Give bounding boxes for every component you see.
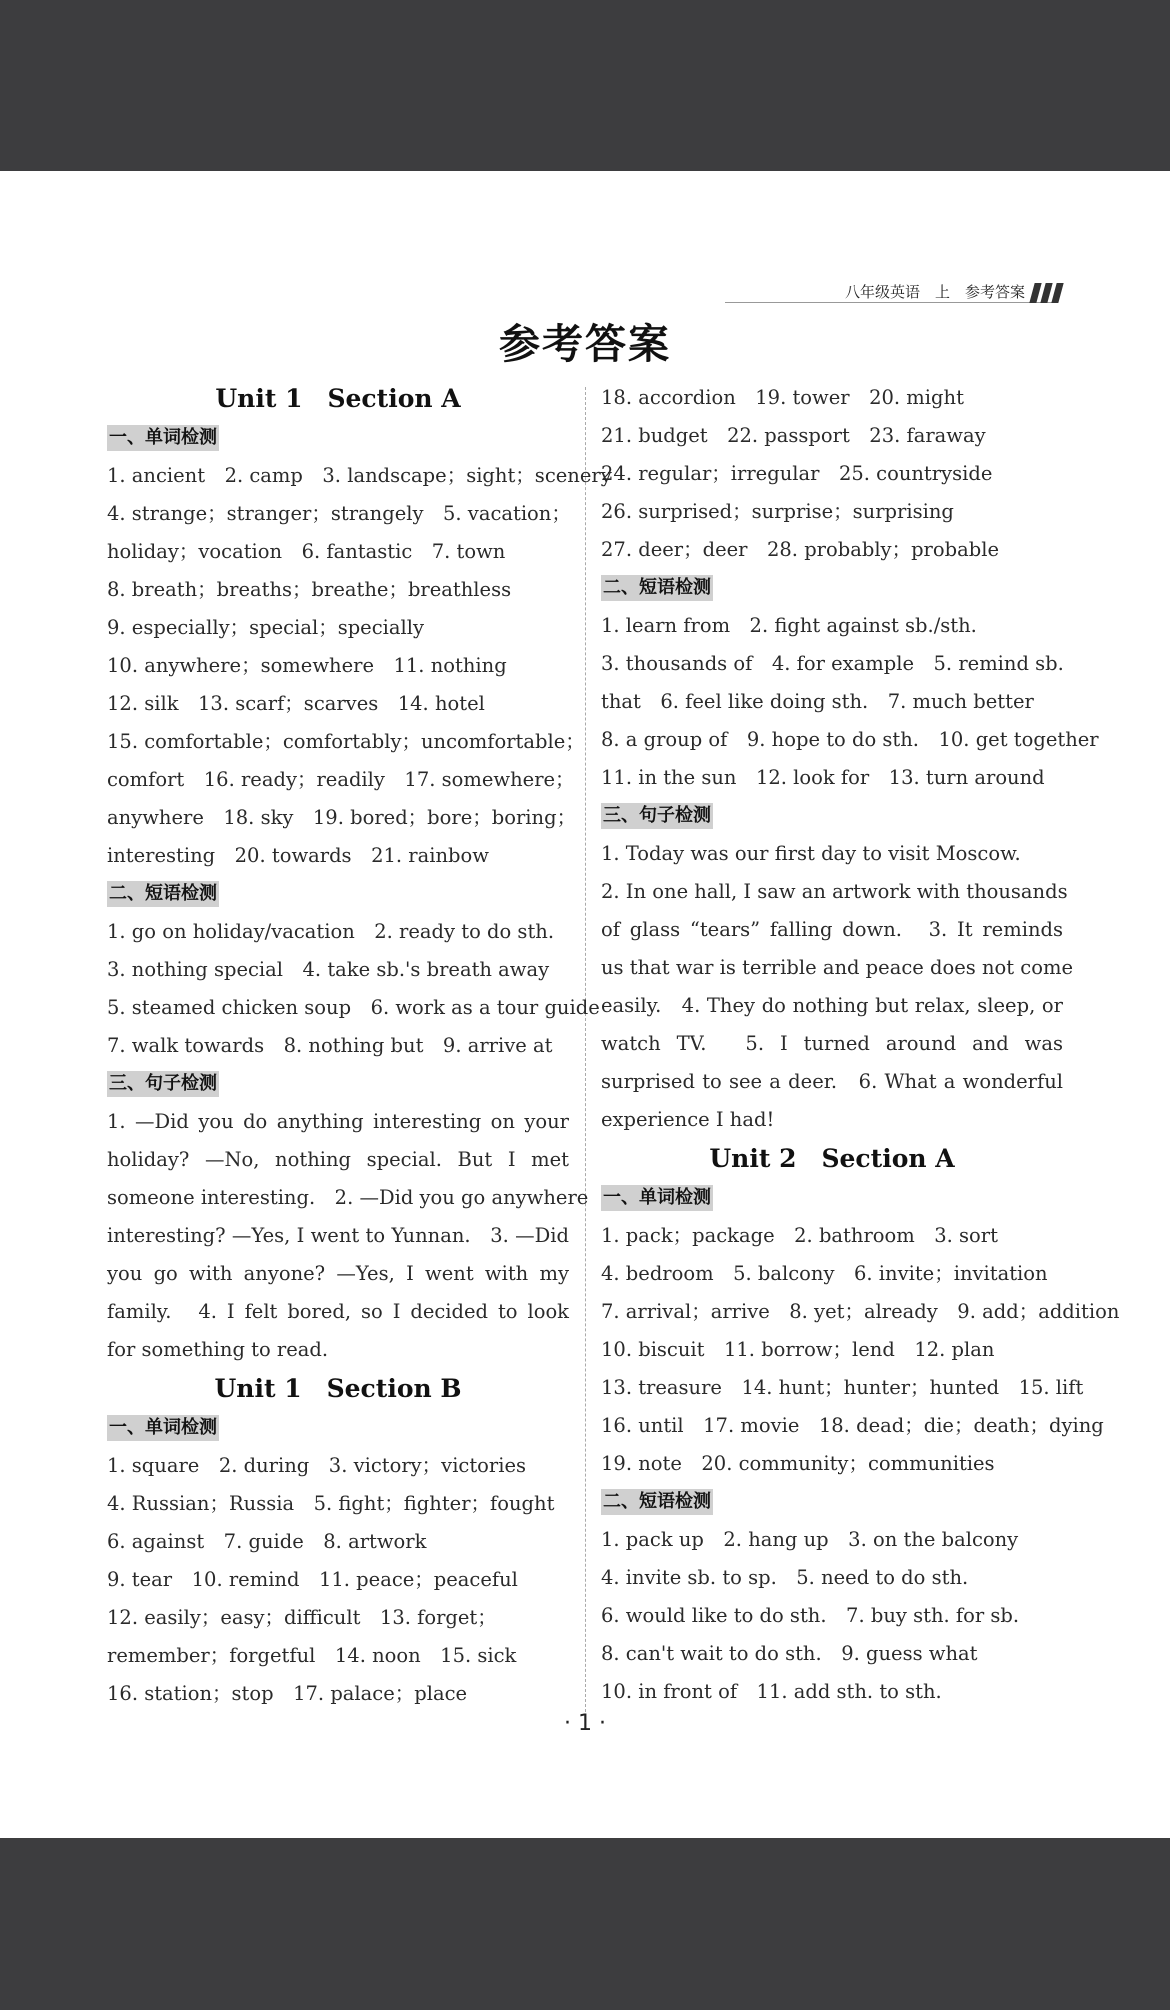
answer-line: remember；forgetful 14. noon 15. sick [107,1644,517,1667]
answer-line: 9. tear 10. remind 11. peace；peaceful [107,1568,518,1591]
answer-line: 16. until 17. movie 18. dead；die；death；dying [601,1414,1104,1437]
answer-line: 16. station；stop 17. palace；place [107,1682,468,1705]
right-column [601,379,1120,1711]
answer-line: comfort 16. ready；readily 17. somewhere； [107,768,575,791]
answer-line: 4. strange；stranger；strangely 5. vacation； [107,502,571,525]
answer-line: 19. note 20. community；communities [601,1452,995,1475]
viewer-bottom-bar [0,1838,1170,2010]
part-label: 二、短语检测 [107,881,219,907]
answer-line: you go with anyone? —Yes, I went with my [107,1262,569,1285]
answer-line: 7. walk towards 8. nothing but 9. arrive at [107,1034,553,1057]
part-label: 二、短语检测 [601,575,713,601]
part-label: 一、单词检测 [107,425,219,451]
answer-line: 15. comfortable；comfortably；uncomfortable； [107,730,585,753]
answer-line: easily. 4. They do nothing but relax, sleep, or [601,994,1063,1017]
answer-line: 26. surprised；surprise；surprising [601,500,954,523]
left-column [107,379,612,1713]
answer-line: 9. especially；special；specially [107,616,424,639]
answer-line: 3. nothing special 4. take sb.'s breath away [107,958,550,981]
answer-line: 18. accordion 19. tower 20. might [601,386,964,409]
answer-line: anywhere 18. sky 19. bored；bore；boring； [107,806,577,829]
answer-line: 1. learn from 2. fight against sb./sth. [601,614,977,637]
page-number: · 1 · [564,1711,606,1736]
answer-line: 1. —Did you do anything interesting on your [107,1110,569,1133]
section-title: Unit 1 Section B [214,1374,462,1403]
part-label: 一、单词检测 [107,1415,219,1441]
header-rule [725,302,1055,303]
answer-line: 11. in the sun 12. look for 13. turn around [601,766,1045,789]
answer-line: 6. against 7. guide 8. artwork [107,1530,427,1553]
answer-line: 4. bedroom 5. balcony 6. invite；invitation [601,1262,1048,1285]
answer-line: that 6. feel like doing sth. 7. much better [601,690,1034,713]
answer-line: 12. easily；easy；difficult 13. forget； [107,1606,497,1629]
answer-line: 10. anywhere；somewhere 11. nothing [107,654,507,677]
answer-line: 8. breath；breaths；breathe；breathless [107,578,512,601]
answer-line: 21. budget 22. passport 23. faraway [601,424,986,447]
part-label: 三、句子检测 [107,1071,219,1097]
section-title: Unit 2 Section A [709,1144,955,1173]
answer-line: 1. Today was our first day to visit Moscow. [601,842,1021,865]
part-label: 一、单词检测 [601,1185,713,1211]
answer-line: family. 4. I felt bored, so I decided to look [107,1300,569,1323]
answer-line: 13. treasure 14. hunt；hunter；hunted 15. lift [601,1376,1084,1399]
section-title: Unit 1 Section A [215,384,461,413]
answer-line: someone interesting. 2. —Did you go anywhere [107,1186,589,1209]
answer-line: 10. biscuit 11. borrow；lend 12. plan [601,1338,995,1361]
answer-line: 5. steamed chicken soup 6. work as a tour guide [107,996,600,1019]
answer-line: 8. can't wait to do sth. 9. guess what [601,1642,978,1665]
page-title: 参考答案 [499,320,671,368]
answer-line: 1. ancient 2. camp 3. landscape；sight；scenery [107,464,612,487]
answer-line: 1. pack up 2. hang up 3. on the balcony [601,1528,1019,1551]
answer-line: 1. square 2. during 3. victory；victories [107,1454,527,1477]
answer-line: 4. Russian；Russia 5. fight；fighter；fought [107,1492,555,1515]
answer-line: interesting? —Yes, I went to Yunnan. 3. —Did [107,1224,569,1247]
document-page [0,171,1170,1838]
answer-line: 1. go on holiday/vacation 2. ready to do sth. [107,920,555,943]
answer-line: 7. arrival；arrive 8. yet；already 9. add；addition [601,1300,1120,1323]
answer-line: 24. regular；irregular 25. countryside [601,462,993,485]
answer-line: 12. silk 13. scarf；scarves 14. hotel [107,692,485,715]
running-header: 八年级英语 上 参考答案 [844,283,1025,301]
header-stripes-icon [1030,283,1064,303]
answer-line: 27. deer；deer 28. probably；probable [601,538,999,561]
answer-line: 2. In one hall, I saw an artwork with thousands [601,880,1068,903]
answer-line: of glass “tears” falling down. 3. It reminds [601,918,1063,941]
answer-line: 4. invite sb. to sp. 5. need to do sth. [601,1566,969,1589]
answer-line: 1. pack；package 2. bathroom 3. sort [601,1224,998,1247]
answer-line: 6. would like to do sth. 7. buy sth. for sb. [601,1604,1020,1627]
answer-line: holiday；vocation 6. fantastic 7. town [107,540,506,563]
answer-line: holiday? —No, nothing special. But I met [107,1148,569,1171]
column-divider [585,387,586,1717]
answer-line: surprised to see a deer. 6. What a wonderful [601,1070,1063,1093]
answer-line: experience I had! [601,1108,775,1131]
viewer-top-bar [0,0,1170,171]
part-label: 二、短语检测 [601,1489,713,1515]
answer-line: watch TV. 5. I turned around and was [601,1032,1063,1055]
answer-line: 8. a group of 9. hope to do sth. 10. get together [601,728,1099,751]
answer-line: us that war is terrible and peace does not come [601,956,1073,979]
answer-line: 3. thousands of 4. for example 5. remind sb. [601,652,1064,675]
part-label: 三、句子检测 [601,803,713,829]
answer-line: for something to read. [107,1338,329,1361]
answer-line: 10. in front of 11. add sth. to sth. [601,1680,942,1703]
answer-line: interesting 20. towards 21. rainbow [107,844,489,867]
